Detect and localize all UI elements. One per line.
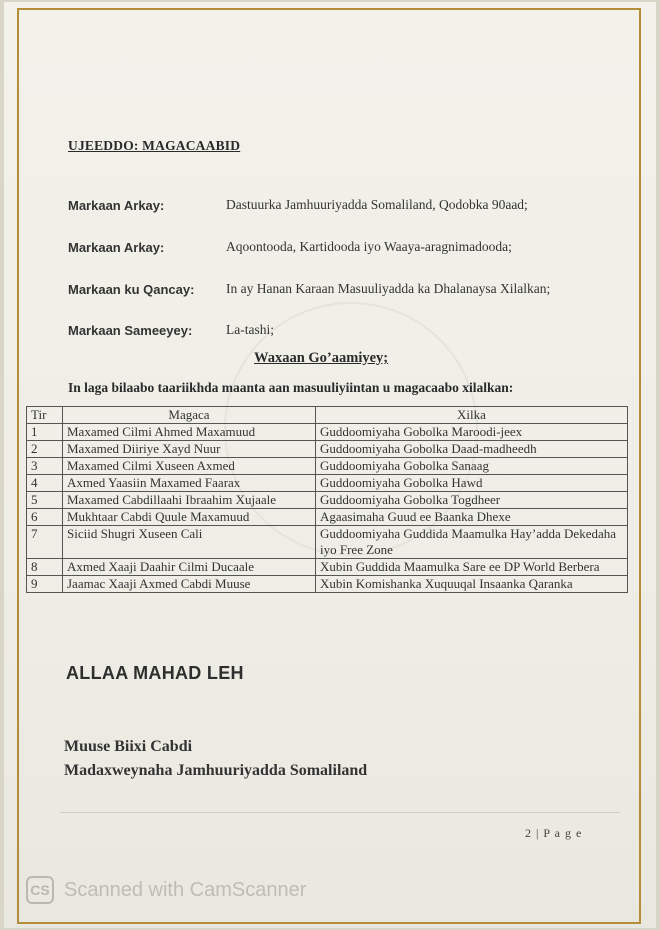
row-role: Guddoomiyaha Gobolka Hawd [316, 475, 628, 492]
closing-phrase: ALLAA MAHAD LEH [66, 663, 244, 683]
row-name: Maxamed Cilmi Xuseen Axmed [63, 458, 316, 475]
row-number: 4 [27, 475, 63, 492]
clause-label: Markaan Sameeyey: [68, 323, 193, 338]
table-row [27, 559, 628, 576]
row-role: Xubin Guddida Maamulka Sare ee DP World Berbera [316, 559, 628, 576]
signatory-name: Muuse Biixi Cabdi [64, 738, 193, 755]
row-name: Maxamed Cilmi Ahmed Maxamuud [63, 424, 316, 441]
decision-heading: Waxaan Go’aamiyey; [254, 350, 389, 366]
subject-heading: UJEEDDO: MAGACAABID [68, 138, 241, 153]
row-name: Maxamed Diiriye Xayd Nuur [63, 441, 316, 458]
row-number: 7 [27, 526, 63, 559]
clause-text: In ay Hanan Karaan Masuuliyadda ka Dhalanaysa Xilalkan; [226, 281, 551, 296]
row-name: Siciid Shugri Xuseen Cali [63, 526, 316, 559]
row-role: Guddoomiyaha Gobolka Togdheer [316, 492, 628, 509]
row-number: 8 [27, 559, 63, 576]
row-role: Xubin Komishanka Xuquuqal Insaanka Qaranka [316, 576, 628, 593]
clause-text: Dastuurka Jamhuuriyadda Somaliland, Qodobka 90aad; [226, 197, 528, 212]
row-role: Guddoomiyaha Gobolka Sanaag [316, 458, 628, 475]
table-row [27, 458, 628, 475]
table-row [27, 424, 628, 441]
row-name: Maxamed Cabdillaahi Ibraahim Xujaale [63, 492, 316, 509]
row-role: Guddoomiyaha Guddida Maamulka Hay’adda Dekedaha iyo Free Zone [316, 526, 628, 559]
header-xilka: Xilka [316, 407, 628, 424]
header-magaca: Magaca [63, 407, 316, 424]
table-row [27, 526, 628, 559]
clause-text: La-tashi; [226, 322, 274, 337]
clause-label: Markaan Arkay: [68, 198, 165, 213]
table-row [27, 509, 628, 526]
clause-label: Markaan Arkay: [68, 240, 165, 255]
clause-text: Aqoontooda, Kartidooda iyo Waaya-aragnimadooda; [226, 239, 512, 254]
footer-divider [60, 812, 620, 813]
row-name: Mukhtaar Cabdi Quule Maxamuud [63, 509, 316, 526]
appointments-table [26, 406, 628, 593]
header-tir: Tir [27, 407, 63, 424]
row-name: Axmed Yaasiin Maxamed Faarax [63, 475, 316, 492]
row-number: 9 [27, 576, 63, 593]
row-number: 6 [27, 509, 63, 526]
page-number: 2 | P a g e [525, 826, 583, 840]
row-number: 5 [27, 492, 63, 509]
table-row [27, 492, 628, 509]
table-header-row [27, 407, 628, 424]
camscanner-logo-icon: CS [26, 876, 54, 904]
row-number: 3 [27, 458, 63, 475]
clause-label: Markaan ku Qancay: [68, 282, 195, 297]
table-row [27, 475, 628, 492]
row-role: Guddoomiyaha Gobolka Maroodi-jeex [316, 424, 628, 441]
table-row [27, 441, 628, 458]
row-name: Axmed Xaaji Daahir Cilmi Ducaale [63, 559, 316, 576]
decision-intro: In laga bilaabo taariikhda maanta aan masuuliyiintan u magacaabo xilalkan: [68, 380, 514, 395]
table-row [27, 576, 628, 593]
row-role: Agaasimaha Guud ee Baanka Dhexe [316, 509, 628, 526]
scanner-watermark-text: Scanned with CamScanner [64, 879, 307, 901]
signatory-title: Madaxweynaha Jamhuuriyadda Somaliland [64, 762, 368, 779]
row-name: Jaamac Xaaji Axmed Cabdi Muuse [63, 576, 316, 593]
row-number: 1 [27, 424, 63, 441]
row-number: 2 [27, 441, 63, 458]
row-role: Guddoomiyaha Gobolka Daad-madheedh [316, 441, 628, 458]
